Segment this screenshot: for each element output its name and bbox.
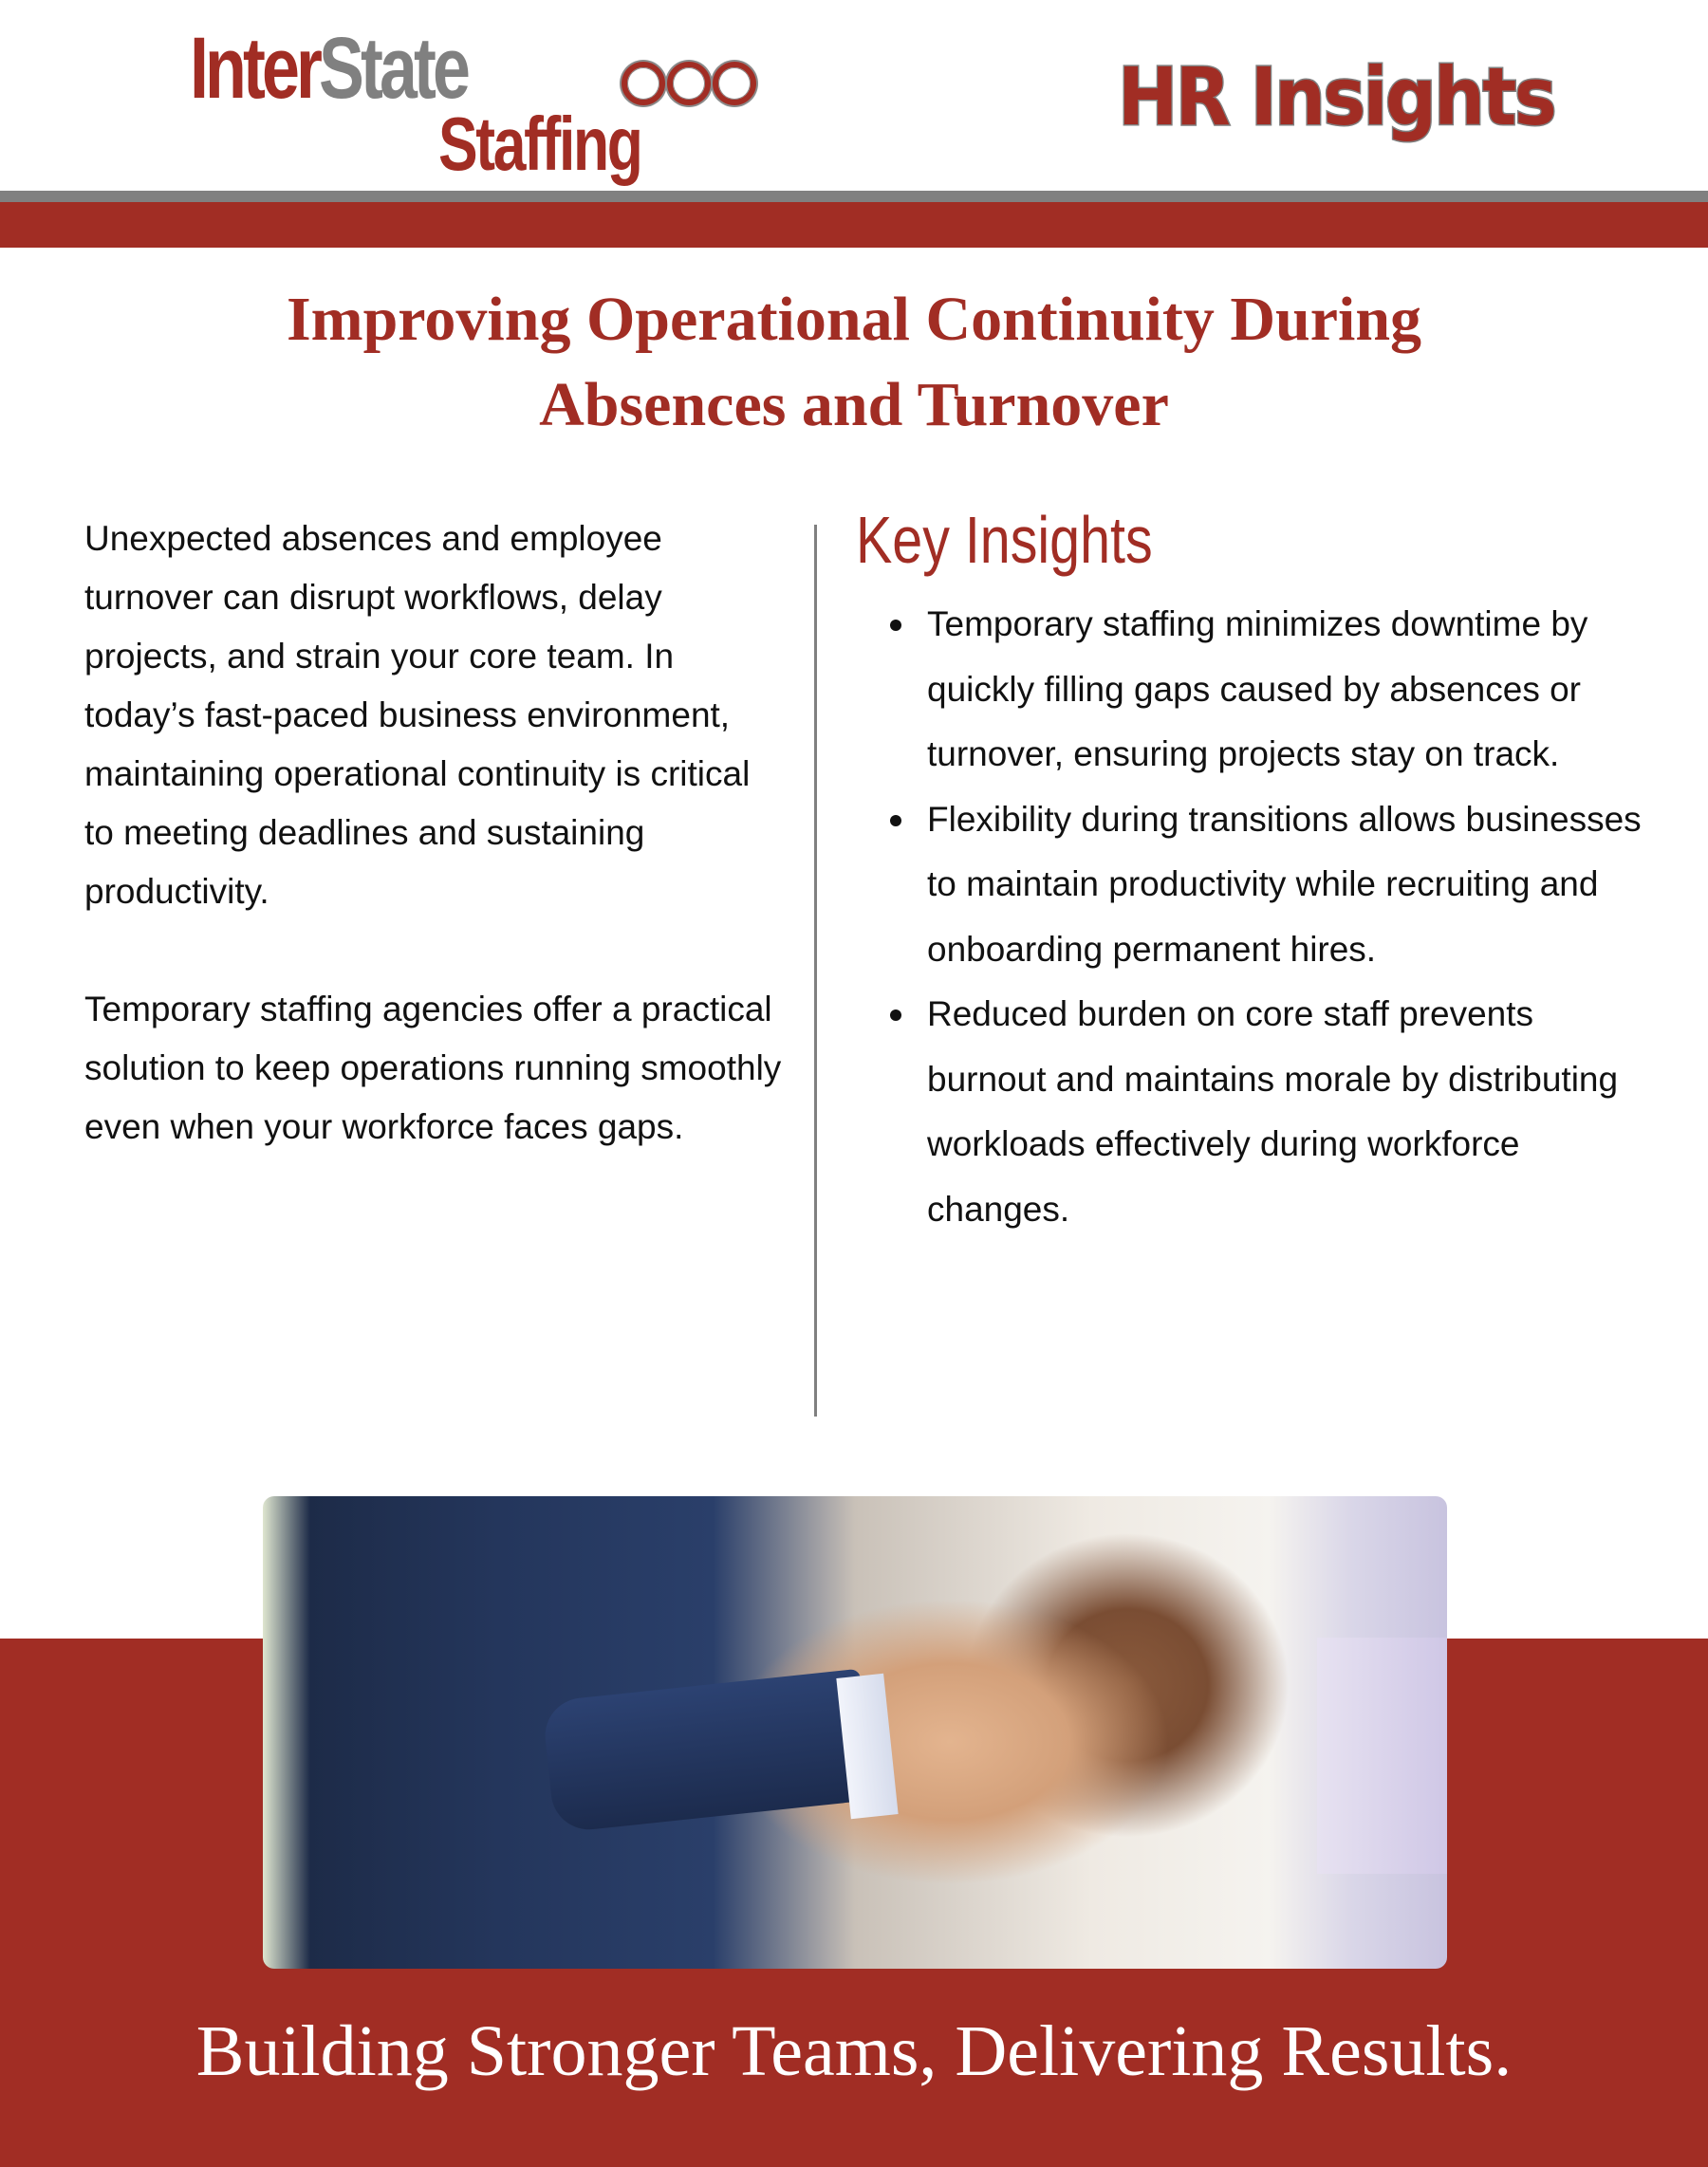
publication-title: HR Insights [1118,50,1555,143]
bullet-icon [890,815,901,826]
list-item-text: Flexibility during transitions allows businesses to maintain productivity while recruiting and onboarding permanent hires. [927,799,1642,969]
logo-word-inter: Inter [190,20,320,117]
ring-icon [622,62,665,105]
logo-subtitle: Staffing [438,102,641,186]
logo-word-state: State [319,20,467,117]
header-divider-gray [0,191,1708,202]
handshake-photo [263,1496,1447,1969]
key-insights-heading: Key Insights [856,503,1153,577]
intro-paragraph: Unexpected absences and employee turnover can disrupt workflows, delay projects, and strain your core team. In today’s fast-paced business environment, maintaining operational continuity is critical to meeting deadlines and sustaining productivity. [84,519,751,911]
intro-paragraph: Temporary staffing agencies offer a practical solution to keep operations running smoothly even when your workforce faces gaps. [84,990,782,1146]
bullet-icon [890,1009,901,1021]
list-item [882,787,1642,983]
ring-icon [667,62,711,105]
key-insights-list [882,592,1642,1242]
list-item-text: Reduced burden on core staff prevents burnout and maintains morale by distributing workloads effectively during workforce changes. [927,994,1619,1229]
list-item [882,592,1642,787]
intro-column [84,509,787,1157]
photo-suit-sleeve [541,1669,873,1834]
ring-icon [713,62,756,105]
logo-rings-icon [622,62,758,105]
photo-right-sleeve [1317,1638,1447,1874]
list-item-text: Temporary staffing minimizes downtime by quickly filling gaps caused by absences or turnover, ensuring projects stay on track. [927,604,1588,773]
list-item [882,982,1642,1242]
footer-slogan: Building Stronger Teams, Delivering Results. [195,2011,1513,2091]
header-divider-red [0,202,1708,248]
bullet-icon [890,620,901,631]
article-title: Improving Operational Continuity During Absences and Turnover [286,285,1422,439]
column-divider [814,525,817,1417]
company-logo [190,20,645,186]
logo-wordmark [190,21,467,116]
